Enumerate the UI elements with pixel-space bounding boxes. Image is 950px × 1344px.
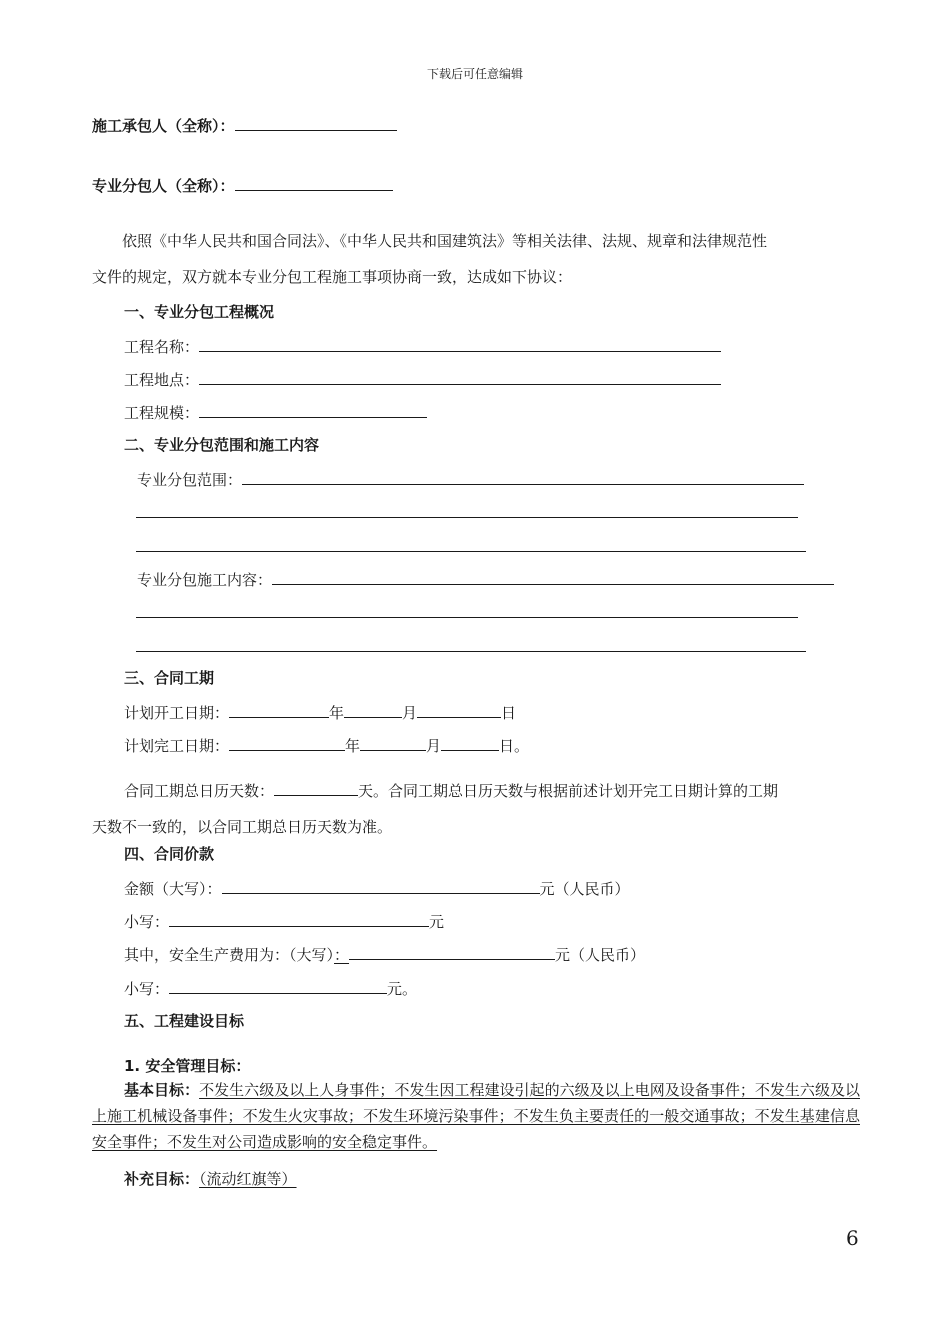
subcontractor-blank[interactable]: [235, 174, 393, 191]
project-name-label: 工程名称：: [124, 338, 200, 356]
finish-date-row: [124, 734, 529, 756]
content-blank[interactable]: [272, 568, 834, 585]
basic-goal-label: 基本目标：: [124, 1081, 200, 1099]
project-name-blank[interactable]: [199, 335, 721, 352]
content-line-3[interactable]: [136, 651, 806, 652]
small-amount-row: [124, 910, 444, 932]
project-location-blank[interactable]: [199, 368, 721, 385]
finish-day-blank[interactable]: [441, 734, 499, 751]
project-scale-blank[interactable]: [199, 401, 427, 418]
section4-title: 四、合同价款: [124, 845, 215, 863]
basic-goal: [92, 1077, 860, 1155]
section5-title: 五、工程建设目标: [124, 1012, 245, 1030]
intro-line-2: 文件的规定，双方就本专业分包工程施工事项协商一致，达成如下协议：: [92, 268, 573, 286]
total-days-text-2: 天数不一致的，以合同工期总日历天数为准。: [92, 818, 393, 836]
start-month-blank[interactable]: [344, 701, 402, 718]
supplement-goal: [124, 1169, 297, 1189]
finish-month-blank[interactable]: [360, 734, 426, 751]
amount-suffix: 元（人民币）: [539, 880, 630, 898]
finish-day-unit: 日。: [499, 737, 530, 755]
subcontractor-label: 专业分包人（全称）：: [92, 177, 235, 195]
start-date-row: [124, 701, 516, 723]
page-number: 6: [846, 1226, 859, 1250]
project-scale-label: 工程规模：: [124, 404, 200, 422]
content-line-2[interactable]: [136, 617, 798, 618]
section3-title: 三、合同工期: [124, 669, 215, 687]
contractor-blank[interactable]: [235, 114, 397, 131]
section2-title: 二、专业分包范围和施工内容: [124, 436, 320, 454]
scope-label: 专业分包范围：: [137, 471, 243, 489]
start-year-unit: 年: [329, 704, 345, 722]
basic-goal-text: 不发生六级及以上人身事件；不发生因工程建设引起的六级及以上电网及设备事件；不发生六级及以上施工机械设备事件；不发生火灾事故；不发生环境污染事件；不发生负主要责任的一般交通事故；不发生基建信息安全事件；不发生对公司造成影响的安全稳定事件。: [92, 1081, 860, 1151]
finish-year-unit: 年: [345, 737, 361, 755]
start-date-label: 计划开工日期：: [124, 704, 230, 722]
safety-goal-heading: 1. 安全管理目标：: [124, 1057, 251, 1075]
amount-row: [124, 877, 630, 899]
finish-month-unit: 月: [426, 737, 442, 755]
content-row: [137, 568, 834, 590]
section1-title: 一、专业分包工程概况: [124, 303, 275, 321]
total-days-label: 合同工期总日历天数：: [124, 782, 275, 800]
safety-fee-row: [124, 943, 645, 965]
supplement-goal-label: 补充目标：: [124, 1170, 200, 1188]
small-amount-label: 小写：: [124, 913, 170, 931]
contractor-label: 施工承包人（全称）：: [92, 117, 235, 135]
small-amount-blank[interactable]: [169, 910, 429, 927]
project-location-label: 工程地点：: [124, 371, 200, 389]
small-safety-label: 小写：: [124, 980, 170, 998]
start-day-blank[interactable]: [417, 701, 501, 718]
scope-row: [137, 468, 804, 490]
scope-line-3[interactable]: [136, 551, 806, 552]
project-name-row: [124, 335, 721, 357]
start-year-blank[interactable]: [229, 701, 329, 718]
safety-fee-label: 其中，安全生产费用为：（大写）: [124, 946, 335, 964]
content-label: 专业分包施工内容：: [137, 571, 273, 589]
small-safety-row: [124, 977, 417, 999]
intro-line-1: 依照《中华人民共和国合同法》、《中华人民共和国建筑法》等相关法律、法规、规章和法律规范性: [122, 232, 768, 250]
amount-blank[interactable]: [222, 877, 540, 894]
safety-fee-suffix: 元（人民币）: [555, 946, 646, 964]
project-location-row: [124, 368, 721, 390]
safety-fee-blank[interactable]: [349, 943, 555, 960]
total-days-blank[interactable]: [274, 779, 358, 796]
contractor-row: [92, 114, 397, 136]
scope-blank[interactable]: [242, 468, 804, 485]
safety-fee-colon: ：: [334, 946, 350, 964]
start-day-unit: 日: [501, 704, 517, 722]
project-scale-row: [124, 401, 427, 423]
small-safety-blank[interactable]: [169, 977, 387, 994]
finish-year-blank[interactable]: [229, 734, 345, 751]
small-amount-unit: 元: [429, 913, 445, 931]
supplement-goal-text: （流动红旗等）: [199, 1170, 297, 1188]
scope-line-2[interactable]: [136, 517, 798, 518]
total-days-text: 天。合同工期总日历天数与根据前述计划开完工日期计算的工期: [358, 782, 779, 800]
header-note: 下载后可任意编辑: [426, 67, 523, 81]
amount-label: 金额（大写）：: [124, 880, 222, 898]
start-month-unit: 月: [402, 704, 418, 722]
small-safety-unit: 元。: [387, 980, 418, 998]
subcontractor-row: [92, 174, 393, 196]
finish-date-label: 计划完工日期：: [124, 737, 230, 755]
total-days-row: [124, 779, 778, 801]
